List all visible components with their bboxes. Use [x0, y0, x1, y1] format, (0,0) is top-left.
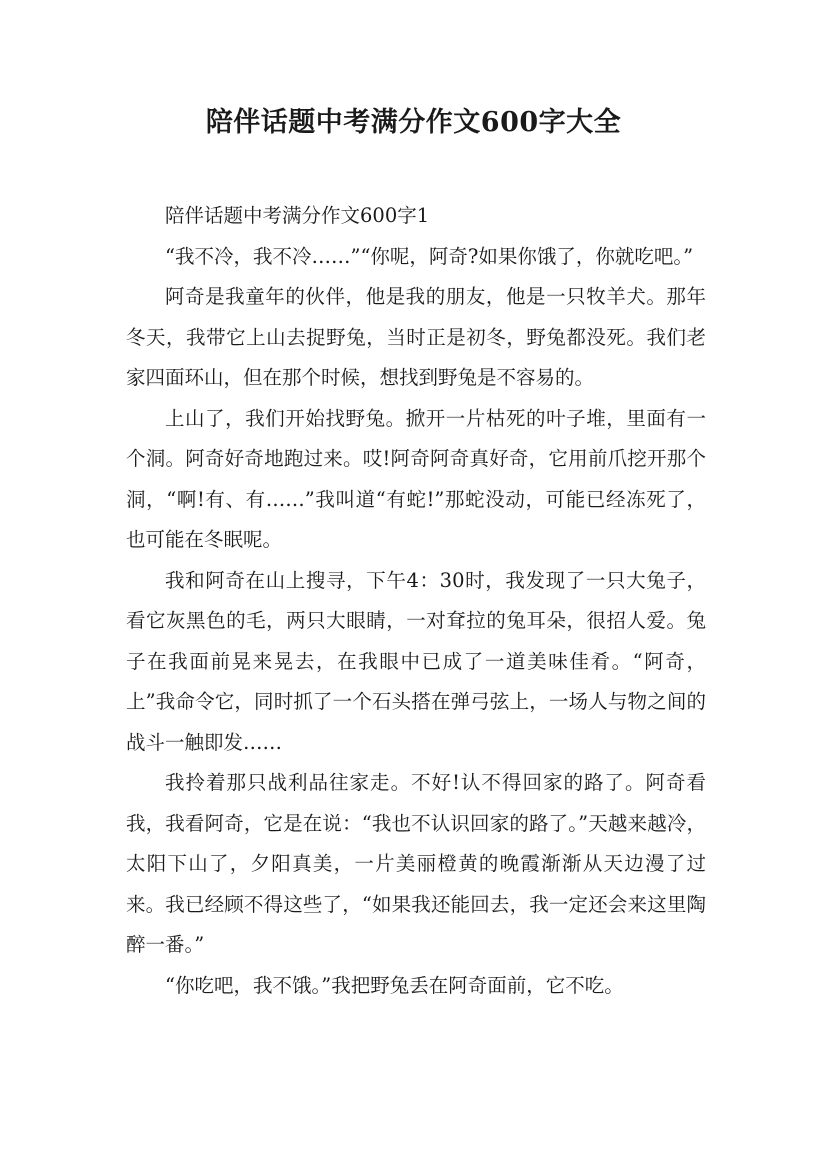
paragraph: “你吃吧，我不饿。”我把野兔丢在阿奇面前，它不吃。 — [165, 973, 624, 997]
paragraph: 阿奇是我童年的伙伴，他是我的朋友，他是一只牧羊犬。那年冬天，我带它上山去捉野兔，当时正是初冬，野兔都没死。我们老家四面环山，但在那个时候，想找到野兔是不容易的。 — [126, 285, 706, 389]
paragraph: “我不冷，我不冷……”“你呢，阿奇?如果你饿了，你就吃吧。” — [165, 244, 694, 268]
paragraph: 我和阿奇在山上搜寻，下午4：30时，我发现了一只大兔子，看它灰黑色的毛，两只大眼睛，一对耷拉的兔耳朵，很招人爱。兔子在我面前晃来晃去，在我眼中已成了一道美味佳肴。“阿奇，上”我命令它，同时抓了一个石头搭在弹弓弦上，一场人与物之间的战斗一触即发…… — [126, 568, 706, 754]
document-title: 陪伴话题中考满分作文600字大全 — [205, 107, 622, 138]
paragraph: 上山了，我们开始找野兔。掀开一片枯死的叶子堆，里面有一个洞。阿奇好奇地跑过来。哎!阿奇阿奇真好奇，它用前爪挖开那个洞，“啊!有、有……”我叫道“有蛇!”那蛇没动，可能已经冻死了，也可能在冬眠呢。 — [126, 406, 706, 551]
paragraph: 我拎着那只战利品往家走。不好!认不得回家的路了。阿奇看我，我看阿奇，它是在说：“我也不认识回家的路了。”天越来越冷，太阳下山了，夕阳真美，一片美丽橙黄的晚霞渐渐从天边漫了过来。我已经顾不得这些了，“如果我还能回去，我一定还会来这里陶醉一番。” — [126, 771, 706, 956]
document-body — [126, 196, 706, 1006]
essay-subtitle: 陪伴话题中考满分作文600字1 — [165, 204, 430, 227]
